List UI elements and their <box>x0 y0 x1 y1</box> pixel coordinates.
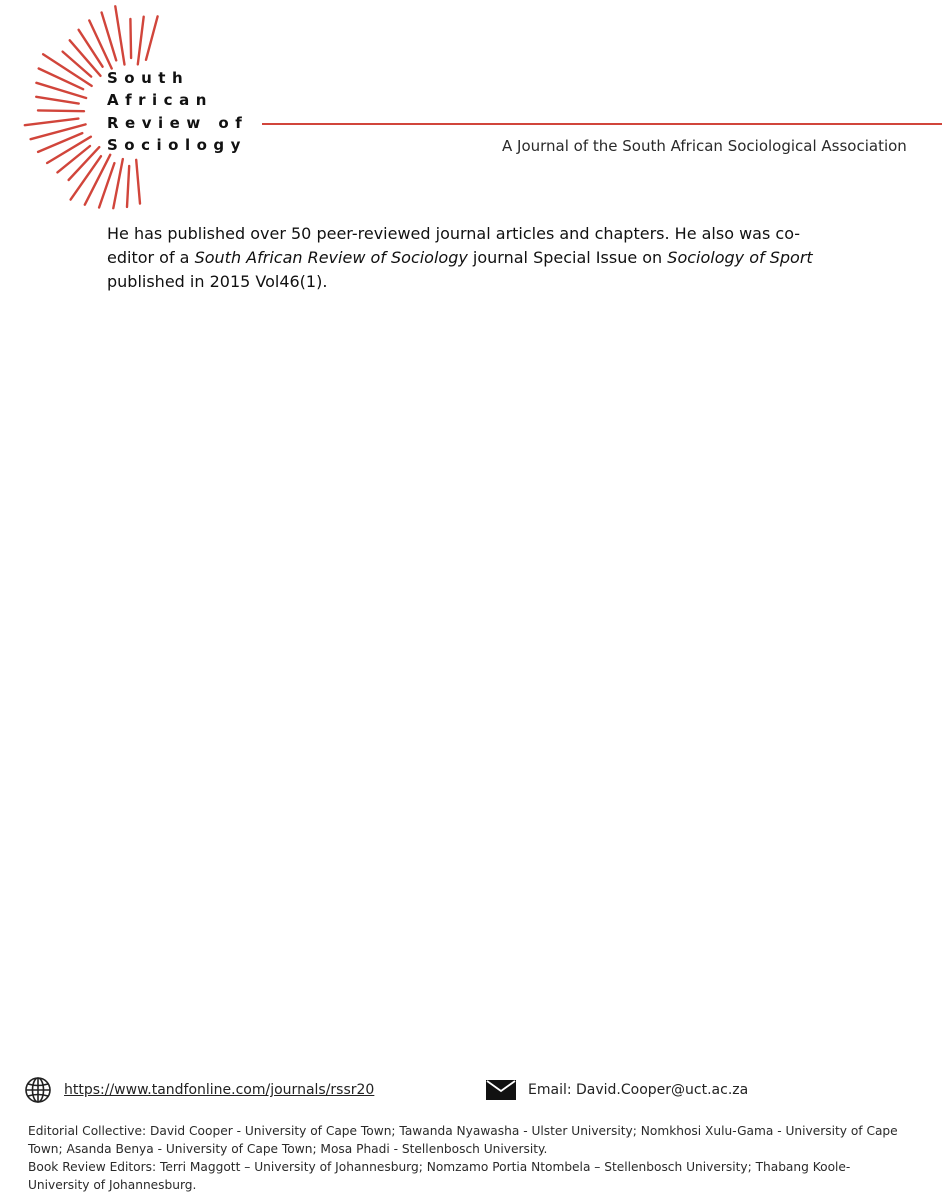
book-review-editors: Book Review Editors: Terri Maggott – University of Johannesburg; Nomzamo Portia Ntombela – Stellenbosch University; Thabang Koole-University of Johannesburg. <box>28 1160 851 1192</box>
special-issue-title: Sociology of Sport <box>667 248 813 267</box>
body-paragraph <box>107 222 847 294</box>
envelope-icon <box>486 1080 516 1100</box>
logo-ray <box>63 52 92 77</box>
header-rule <box>262 123 942 125</box>
logo-ray <box>136 160 140 204</box>
logo-ray <box>36 97 78 104</box>
logo-ray <box>130 19 131 58</box>
logo-ray <box>138 17 144 65</box>
logo-ray <box>25 119 79 126</box>
contact-email[interactable]: Email: David.Cooper@uct.ac.za <box>528 1082 749 1098</box>
website-row <box>24 1075 374 1105</box>
logo-word-1: South <box>107 69 190 87</box>
editorial-collective: Editorial Collective: David Cooper - University of Cape Town; Tawanda Nyawasha - Ulster University; Nomkhosi Xulu-Gama - University of Cape Town; Asanda Benya - University of Cape Town; Mosa Phadi - Stellenbosch University. <box>28 1124 898 1156</box>
globe-icon <box>24 1076 52 1104</box>
logo-ray <box>57 146 90 172</box>
logo-ray <box>115 6 124 64</box>
text-run: journal Special Issue on <box>467 248 668 267</box>
logo-ray <box>79 30 103 67</box>
logo-ray <box>127 166 129 207</box>
logo-word-4: Sociology <box>107 136 247 154</box>
logo-ray <box>146 16 158 59</box>
journal-website-link[interactable]: https://www.tandfonline.com/journals/rssr20 <box>64 1082 375 1098</box>
journal-tagline: A Journal of the South African Sociological Association <box>502 137 907 155</box>
text-run: He has published over 50 peer-reviewed journal articles and chapters. He also was co-editor of a <box>107 224 801 267</box>
logo-ray <box>31 124 86 139</box>
logo-sunburst <box>0 0 270 220</box>
journal-title: South African Review of Sociology <box>194 248 468 267</box>
text-run: published in 2015 Vol46(1). <box>107 272 328 291</box>
logo-ray <box>38 110 84 111</box>
logo-ray <box>113 159 123 208</box>
logo-word-2: African <box>107 91 213 109</box>
credits-block <box>28 1122 908 1194</box>
logo-word-3: Review of <box>107 114 249 132</box>
email-row <box>486 1075 748 1105</box>
logo-ray <box>36 83 86 98</box>
